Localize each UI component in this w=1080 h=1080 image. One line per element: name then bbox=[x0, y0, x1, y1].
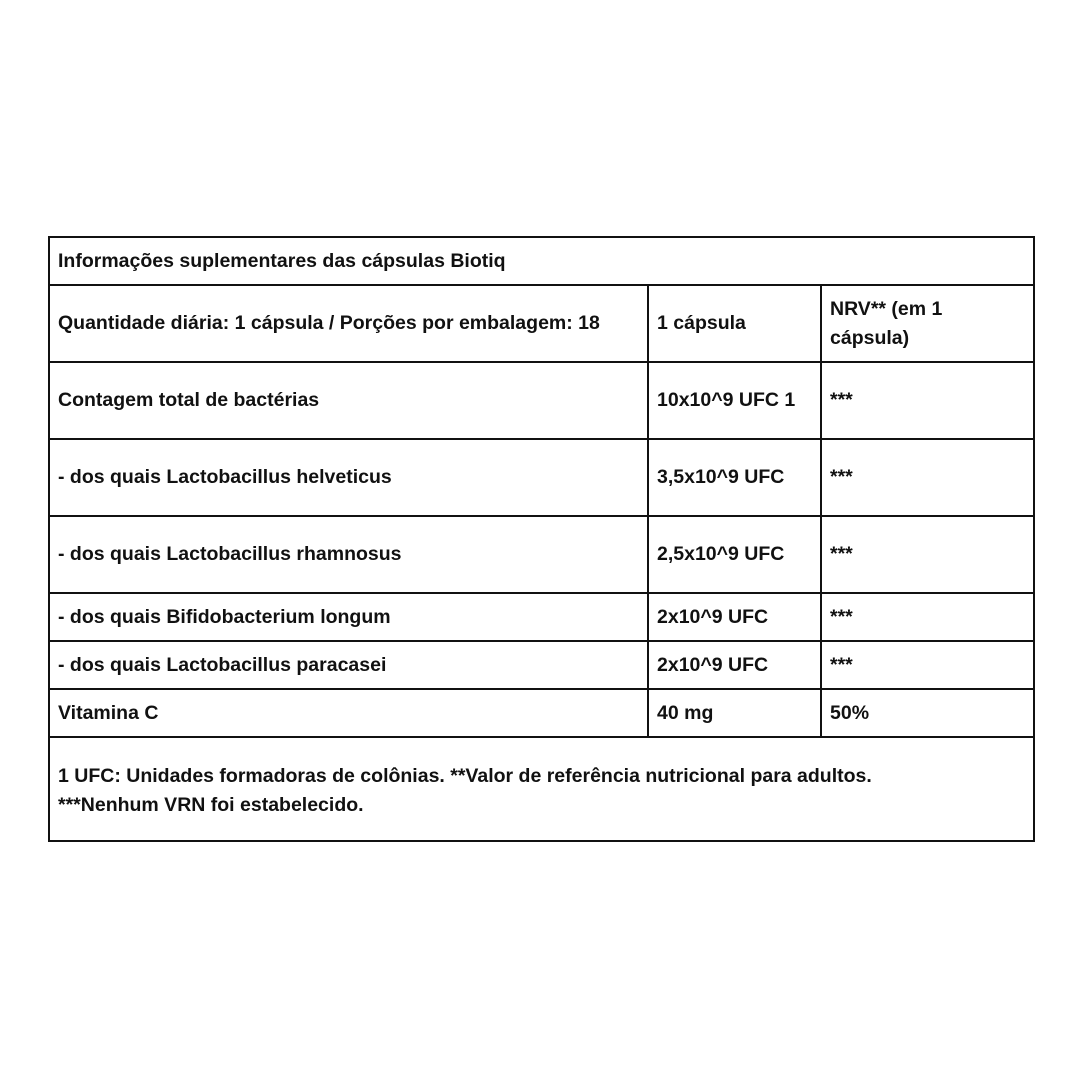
table-footnote bbox=[49, 737, 1034, 841]
table-row bbox=[49, 593, 1034, 641]
header-nrv: NRV** (em 1 cápsula) bbox=[821, 285, 1034, 362]
nutrient-nrv: *** bbox=[821, 641, 1034, 689]
table-row bbox=[49, 516, 1034, 593]
supplement-facts-table bbox=[48, 236, 1035, 842]
nutrient-amount: 3,5x10^9 UFC bbox=[648, 439, 821, 516]
footnote-line: 1 UFC: Unidades formadoras de colônias. **Valor de referência nutricional para adultos. bbox=[58, 765, 872, 787]
table-row bbox=[49, 689, 1034, 737]
nutrient-name: - dos quais Lactobacillus helveticus bbox=[49, 439, 648, 516]
nutrient-nrv: *** bbox=[821, 593, 1034, 641]
header-serving-info: Quantidade diária: 1 cápsula / Porções por embalagem: 18 bbox=[49, 285, 648, 362]
nutrient-nrv: *** bbox=[821, 439, 1034, 516]
footnote-line: ***Nenhum VRN foi estabelecido. bbox=[58, 794, 364, 816]
nutrient-nrv: *** bbox=[821, 362, 1034, 439]
table-footnote-row bbox=[49, 737, 1034, 841]
nutrient-amount: 10x10^9 UFC 1 bbox=[648, 362, 821, 439]
nutrient-name: Contagem total de bactérias bbox=[49, 362, 648, 439]
table-row bbox=[49, 641, 1034, 689]
nutrient-amount: 40 mg bbox=[648, 689, 821, 737]
nutrient-nrv: *** bbox=[821, 516, 1034, 593]
table-row bbox=[49, 362, 1034, 439]
table-title: Informações suplementares das cápsulas Biotiq bbox=[49, 237, 1034, 285]
nutrient-amount: 2x10^9 UFC bbox=[648, 641, 821, 689]
nutrient-name: - dos quais Lactobacillus paracasei bbox=[49, 641, 648, 689]
nutrient-name: Vitamina C bbox=[49, 689, 648, 737]
nutrient-name: - dos quais Lactobacillus rhamnosus bbox=[49, 516, 648, 593]
nutrient-amount: 2,5x10^9 UFC bbox=[648, 516, 821, 593]
table-title-row bbox=[49, 237, 1034, 285]
table-header-row bbox=[49, 285, 1034, 362]
table-row bbox=[49, 439, 1034, 516]
header-per-capsule: 1 cápsula bbox=[648, 285, 821, 362]
nutrient-nrv: 50% bbox=[821, 689, 1034, 737]
nutrient-amount: 2x10^9 UFC bbox=[648, 593, 821, 641]
nutrient-name: - dos quais Bifidobacterium longum bbox=[49, 593, 648, 641]
